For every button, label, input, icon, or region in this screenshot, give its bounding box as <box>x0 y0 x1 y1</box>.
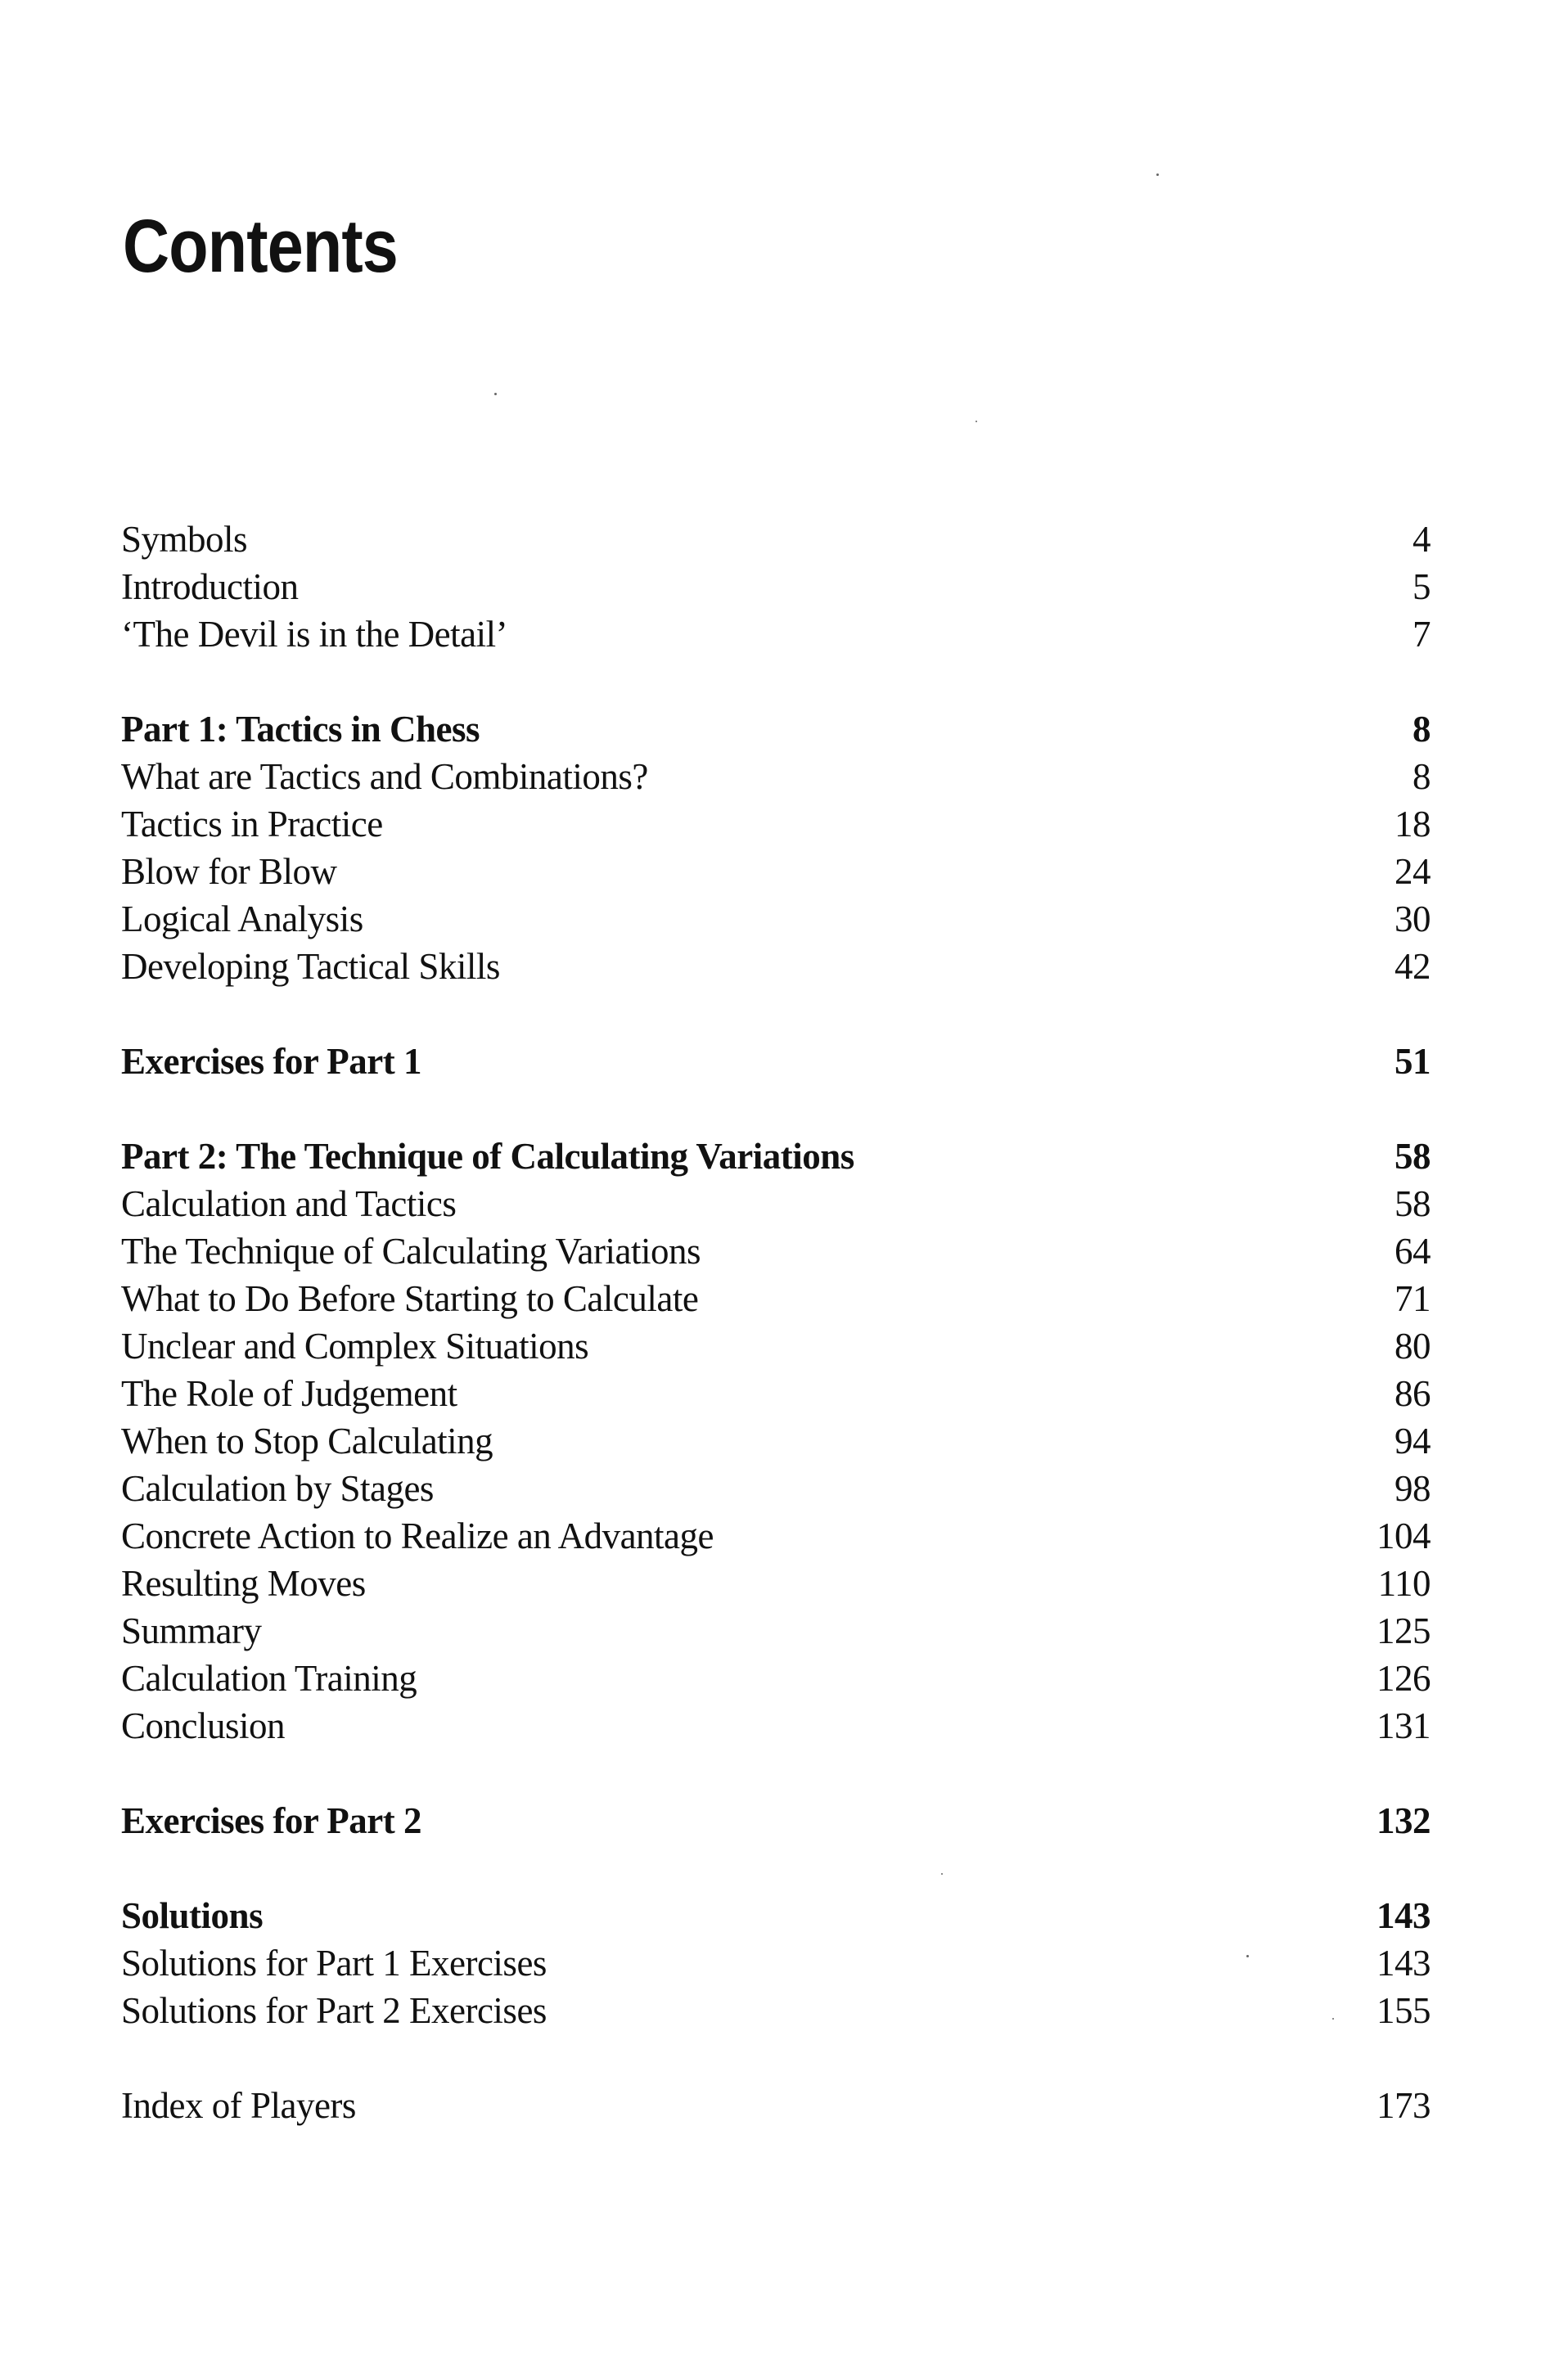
toc-entry-page-number: 71 <box>1395 1278 1431 1319</box>
toc-section-heading <box>121 1797 1431 1844</box>
toc-entry <box>121 1560 1431 1607</box>
toc-entry-title: Summary <box>121 1610 262 1651</box>
toc-entry-title: The Technique of Calculating Variations <box>121 1231 701 1272</box>
toc-entry-page-number: 80 <box>1395 1326 1431 1367</box>
section-gap <box>121 1085 1431 1133</box>
toc-entry-page-number: 125 <box>1377 1610 1431 1651</box>
toc-entry-page-number: 8 <box>1413 756 1431 797</box>
toc-entry-page-number: 30 <box>1395 899 1431 939</box>
toc-entry-page-number: 110 <box>1377 1563 1431 1604</box>
toc-entry-title: Part 1: Tactics in Chess <box>121 709 480 750</box>
toc-entry-title: Part 2: The Technique of Calculating Variations <box>121 1136 854 1177</box>
toc-entry-page-number: 155 <box>1377 1990 1431 2031</box>
toc-entry-title: Unclear and Complex Situations <box>121 1326 589 1367</box>
toc-entry <box>121 563 1431 610</box>
toc-entry <box>121 1512 1431 1560</box>
table-of-contents <box>121 516 1431 2129</box>
section-gap <box>121 2034 1431 2082</box>
toc-entry <box>121 1227 1431 1275</box>
toc-entry-title: Logical Analysis <box>121 899 363 939</box>
toc-entry-page-number: 58 <box>1395 1183 1431 1224</box>
toc-entry-title: Blow for Blow <box>121 851 337 892</box>
toc-entry <box>121 1465 1431 1512</box>
toc-entry-title: When to Stop Calculating <box>121 1421 493 1461</box>
toc-entry <box>121 610 1431 658</box>
toc-entry-page-number: 143 <box>1377 1895 1431 1936</box>
toc-entry <box>121 1180 1431 1227</box>
toc-entry-page-number: 131 <box>1377 1705 1431 1746</box>
toc-entry-page-number: 132 <box>1377 1800 1431 1841</box>
toc-entry <box>121 516 1431 563</box>
toc-entry <box>121 1417 1431 1465</box>
toc-entry-title: Exercises for Part 1 <box>121 1041 421 1082</box>
scan-speck <box>1246 1955 1249 1957</box>
toc-entry <box>121 753 1431 800</box>
toc-entry-page-number: 7 <box>1413 614 1431 655</box>
toc-entry-title: Calculation by Stages <box>121 1468 434 1509</box>
toc-entry <box>121 1607 1431 1655</box>
toc-entry-title: Index of Players <box>121 2085 356 2126</box>
toc-entry <box>121 800 1431 848</box>
scan-speck <box>941 1873 943 1875</box>
toc-entry-title: Developing Tactical Skills <box>121 946 500 987</box>
toc-entry-page-number: 4 <box>1413 519 1431 560</box>
toc-entry <box>121 1987 1431 2034</box>
toc-entry-page-number: 5 <box>1413 566 1431 607</box>
toc-entry <box>121 848 1431 895</box>
toc-entry <box>121 895 1431 943</box>
scan-speck <box>494 393 497 395</box>
toc-entry <box>121 1370 1431 1417</box>
toc-entry-title: Introduction <box>121 566 299 607</box>
toc-entry-title: Concrete Action to Realize an Advantage <box>121 1516 714 1556</box>
toc-entry-title: Solutions <box>121 1895 264 1936</box>
toc-entry-title: Exercises for Part 2 <box>121 1800 421 1841</box>
page-title: Contents <box>123 205 398 288</box>
toc-entry-title: Calculation and Tactics <box>121 1183 457 1224</box>
toc-entry-title: Solutions for Part 1 Exercises <box>121 1943 547 1984</box>
toc-entry-page-number: 58 <box>1395 1136 1431 1177</box>
toc-entry-page-number: 8 <box>1413 709 1431 750</box>
toc-entry-title: The Role of Judgement <box>121 1373 457 1414</box>
toc-entry-page-number: 98 <box>1395 1468 1431 1509</box>
toc-entry-title: Tactics in Practice <box>121 804 383 844</box>
toc-entry-page-number: 86 <box>1395 1373 1431 1414</box>
toc-entry-title: Symbols <box>121 519 248 560</box>
toc-entry-page-number: 51 <box>1395 1041 1431 1082</box>
toc-entry-page-number: 42 <box>1395 946 1431 987</box>
toc-entry-title: Solutions for Part 2 Exercises <box>121 1990 547 2031</box>
toc-entry <box>121 1322 1431 1370</box>
toc-entry <box>121 1702 1431 1750</box>
toc-entry-page-number: 104 <box>1377 1516 1431 1556</box>
toc-entry <box>121 1275 1431 1322</box>
toc-entry-page-number: 94 <box>1395 1421 1431 1461</box>
toc-entry-title: What to Do Before Starting to Calculate <box>121 1278 699 1319</box>
toc-entry-page-number: 18 <box>1395 804 1431 844</box>
toc-entry-page-number: 24 <box>1395 851 1431 892</box>
toc-entry <box>121 1655 1431 1702</box>
toc-entry-page-number: 173 <box>1377 2085 1431 2126</box>
section-gap <box>121 1750 1431 1797</box>
toc-section-heading <box>121 1892 1431 1939</box>
section-gap <box>121 1844 1431 1892</box>
scan-speck <box>975 421 977 422</box>
toc-entry <box>121 943 1431 990</box>
toc-section-heading <box>121 1038 1431 1085</box>
section-gap <box>121 658 1431 705</box>
toc-entry-title: Conclusion <box>121 1705 286 1746</box>
section-gap <box>121 990 1431 1038</box>
toc-entry-page-number: 64 <box>1395 1231 1431 1272</box>
toc-section-heading <box>121 1133 1431 1180</box>
toc-entry-title: ‘The Devil is in the Detail’ <box>121 614 508 655</box>
toc-entry-title: Resulting Moves <box>121 1563 366 1604</box>
toc-entry <box>121 2082 1431 2129</box>
scan-speck <box>1156 173 1159 176</box>
toc-entry-page-number: 126 <box>1377 1658 1431 1699</box>
toc-entry <box>121 1939 1431 1987</box>
scan-speck <box>1332 2018 1334 2020</box>
toc-section-heading <box>121 705 1431 753</box>
toc-entry-title: Calculation Training <box>121 1658 417 1699</box>
toc-entry-page-number: 143 <box>1377 1943 1431 1984</box>
toc-entry-title: What are Tactics and Combinations? <box>121 756 648 797</box>
